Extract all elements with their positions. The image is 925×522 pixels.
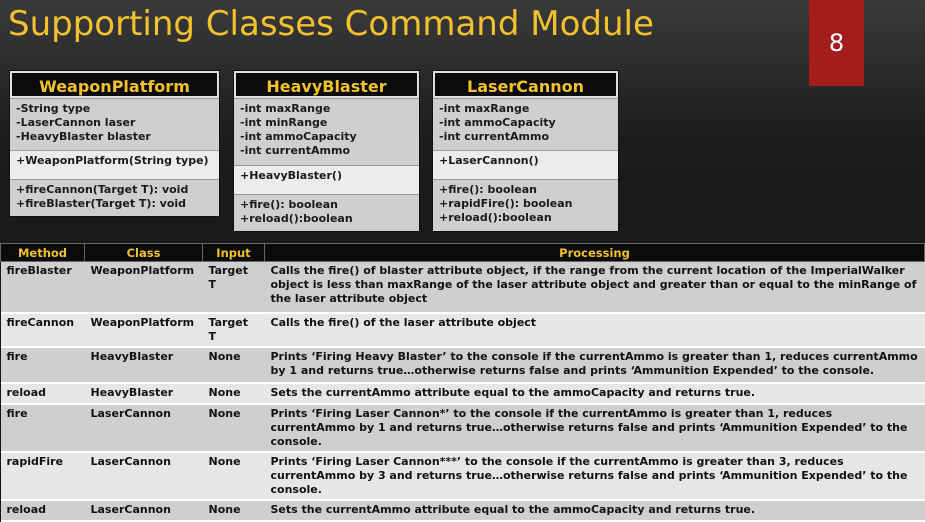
table-row — [1, 404, 925, 452]
cell-input: None — [203, 500, 265, 521]
cell-processing: Sets the currentAmmo attribute equal to the ammoCapacity and returns true. — [265, 500, 925, 521]
cell-processing: Prints ‘Firing Laser Cannon***’ to the console if the currentAmmo is greater than 3, reduces currentAmmo by 3 and returns true…otherwise returns false and prints ‘Ammunition Expended’ to the console. — [265, 452, 925, 500]
cell-input: None — [203, 404, 265, 452]
cell-processing: Calls the fire() of blaster attribute object, if the range from the current location of the ImperialWalker object is less than maxRange of the laser attribute object and greater than or equal to the minRange of the laser attribute object — [265, 262, 925, 313]
uml-member: +fire(): boolean — [439, 183, 538, 196]
uml-member: +HeavyBlaster() — [240, 169, 342, 182]
uml-member: -int ammoCapacity — [439, 116, 556, 129]
uml-class-weapon-platform — [9, 70, 220, 217]
cell-input: None — [203, 452, 265, 500]
uml-member: -HeavyBlaster blaster — [16, 130, 151, 143]
uml-class-name: HeavyBlaster — [234, 71, 419, 98]
cell-method: fire — [1, 347, 85, 383]
slide-number-badge — [809, 0, 864, 86]
uml-attributes — [433, 98, 618, 150]
uml-member: -int maxRange — [439, 102, 530, 115]
cell-input: None — [203, 347, 265, 383]
uml-class-name: LaserCannon — [433, 71, 618, 98]
uml-constructor — [234, 165, 419, 194]
cell-method: fire — [1, 404, 85, 452]
header-input: Input — [203, 244, 265, 262]
cell-method: reload — [1, 383, 85, 404]
cell-class: LaserCannon — [85, 500, 203, 521]
cell-method: fireBlaster — [1, 262, 85, 313]
table-row — [1, 383, 925, 404]
uml-class-heavy-blaster — [233, 70, 420, 232]
cell-class: LaserCannon — [85, 404, 203, 452]
cell-method: fireCannon — [1, 313, 85, 347]
slide-number: 8 — [828, 29, 845, 57]
uml-member: +fireBlaster(Target T): void — [16, 197, 187, 210]
table-header-row — [1, 244, 925, 262]
table-row — [1, 347, 925, 383]
cell-class: LaserCannon — [85, 452, 203, 500]
cell-processing: Prints ‘Firing Heavy Blaster’ to the console if the currentAmmo is greater than 1, reduces currentAmmo by 1 and returns true…otherwise returns false and prints ‘Ammunition Expended’ to the console. — [265, 347, 925, 383]
table-row — [1, 500, 925, 521]
cell-method: rapidFire — [1, 452, 85, 500]
uml-member: +reload():boolean — [240, 212, 353, 225]
cell-processing: Sets the currentAmmo attribute equal to the ammoCapacity and returns true. — [265, 383, 925, 404]
table-row — [1, 313, 925, 347]
header-processing: Processing — [265, 244, 925, 262]
cell-class: WeaponPlatform — [85, 262, 203, 313]
table-body — [1, 262, 925, 521]
uml-member: -String type — [16, 102, 91, 115]
uml-member: +LaserCannon() — [439, 154, 539, 167]
uml-member: -int currentAmmo — [240, 144, 350, 157]
uml-methods — [433, 179, 618, 231]
header-class: Class — [85, 244, 203, 262]
uml-class-laser-cannon — [432, 70, 619, 232]
cell-processing: Prints ‘Firing Laser Cannon*’ to the console if the currentAmmo is greater than 1, reduces currentAmmo by 1 and returns true…otherwise returns false and prints ‘Ammunition Expended’ to the console. — [265, 404, 925, 452]
cell-class: WeaponPlatform — [85, 313, 203, 347]
header-method: Method — [1, 244, 85, 262]
uml-member: +fireCannon(Target T): void — [16, 183, 189, 196]
uml-member: -int minRange — [240, 116, 328, 129]
cell-method: reload — [1, 500, 85, 521]
cell-input: None — [203, 383, 265, 404]
cell-class: HeavyBlaster — [85, 383, 203, 404]
uml-methods — [234, 194, 419, 231]
slide-title: Supporting Classes Command Module — [8, 4, 654, 44]
uml-constructor — [10, 150, 219, 179]
cell-processing: Calls the fire() of the laser attribute object — [265, 313, 925, 347]
uml-member: +fire(): boolean — [240, 198, 339, 211]
cell-class: HeavyBlaster — [85, 347, 203, 383]
method-processing-table — [0, 243, 925, 522]
uml-methods — [10, 179, 219, 216]
uml-member: -int ammoCapacity — [240, 130, 357, 143]
uml-member: -LaserCannon laser — [16, 116, 136, 129]
uml-attributes — [234, 98, 419, 165]
uml-class-name: WeaponPlatform — [10, 71, 219, 98]
uml-member: -int maxRange — [240, 102, 331, 115]
table-row — [1, 452, 925, 500]
uml-attributes — [10, 98, 219, 150]
uml-member: +rapidFire(): boolean — [439, 197, 573, 210]
cell-input: Target T — [203, 313, 265, 347]
uml-member: +WeaponPlatform(String type) — [16, 154, 209, 167]
uml-member: -int currentAmmo — [439, 130, 549, 143]
cell-input: Target T — [203, 262, 265, 313]
uml-constructor — [433, 150, 618, 179]
table-row — [1, 262, 925, 313]
uml-member: +reload():boolean — [439, 211, 552, 224]
